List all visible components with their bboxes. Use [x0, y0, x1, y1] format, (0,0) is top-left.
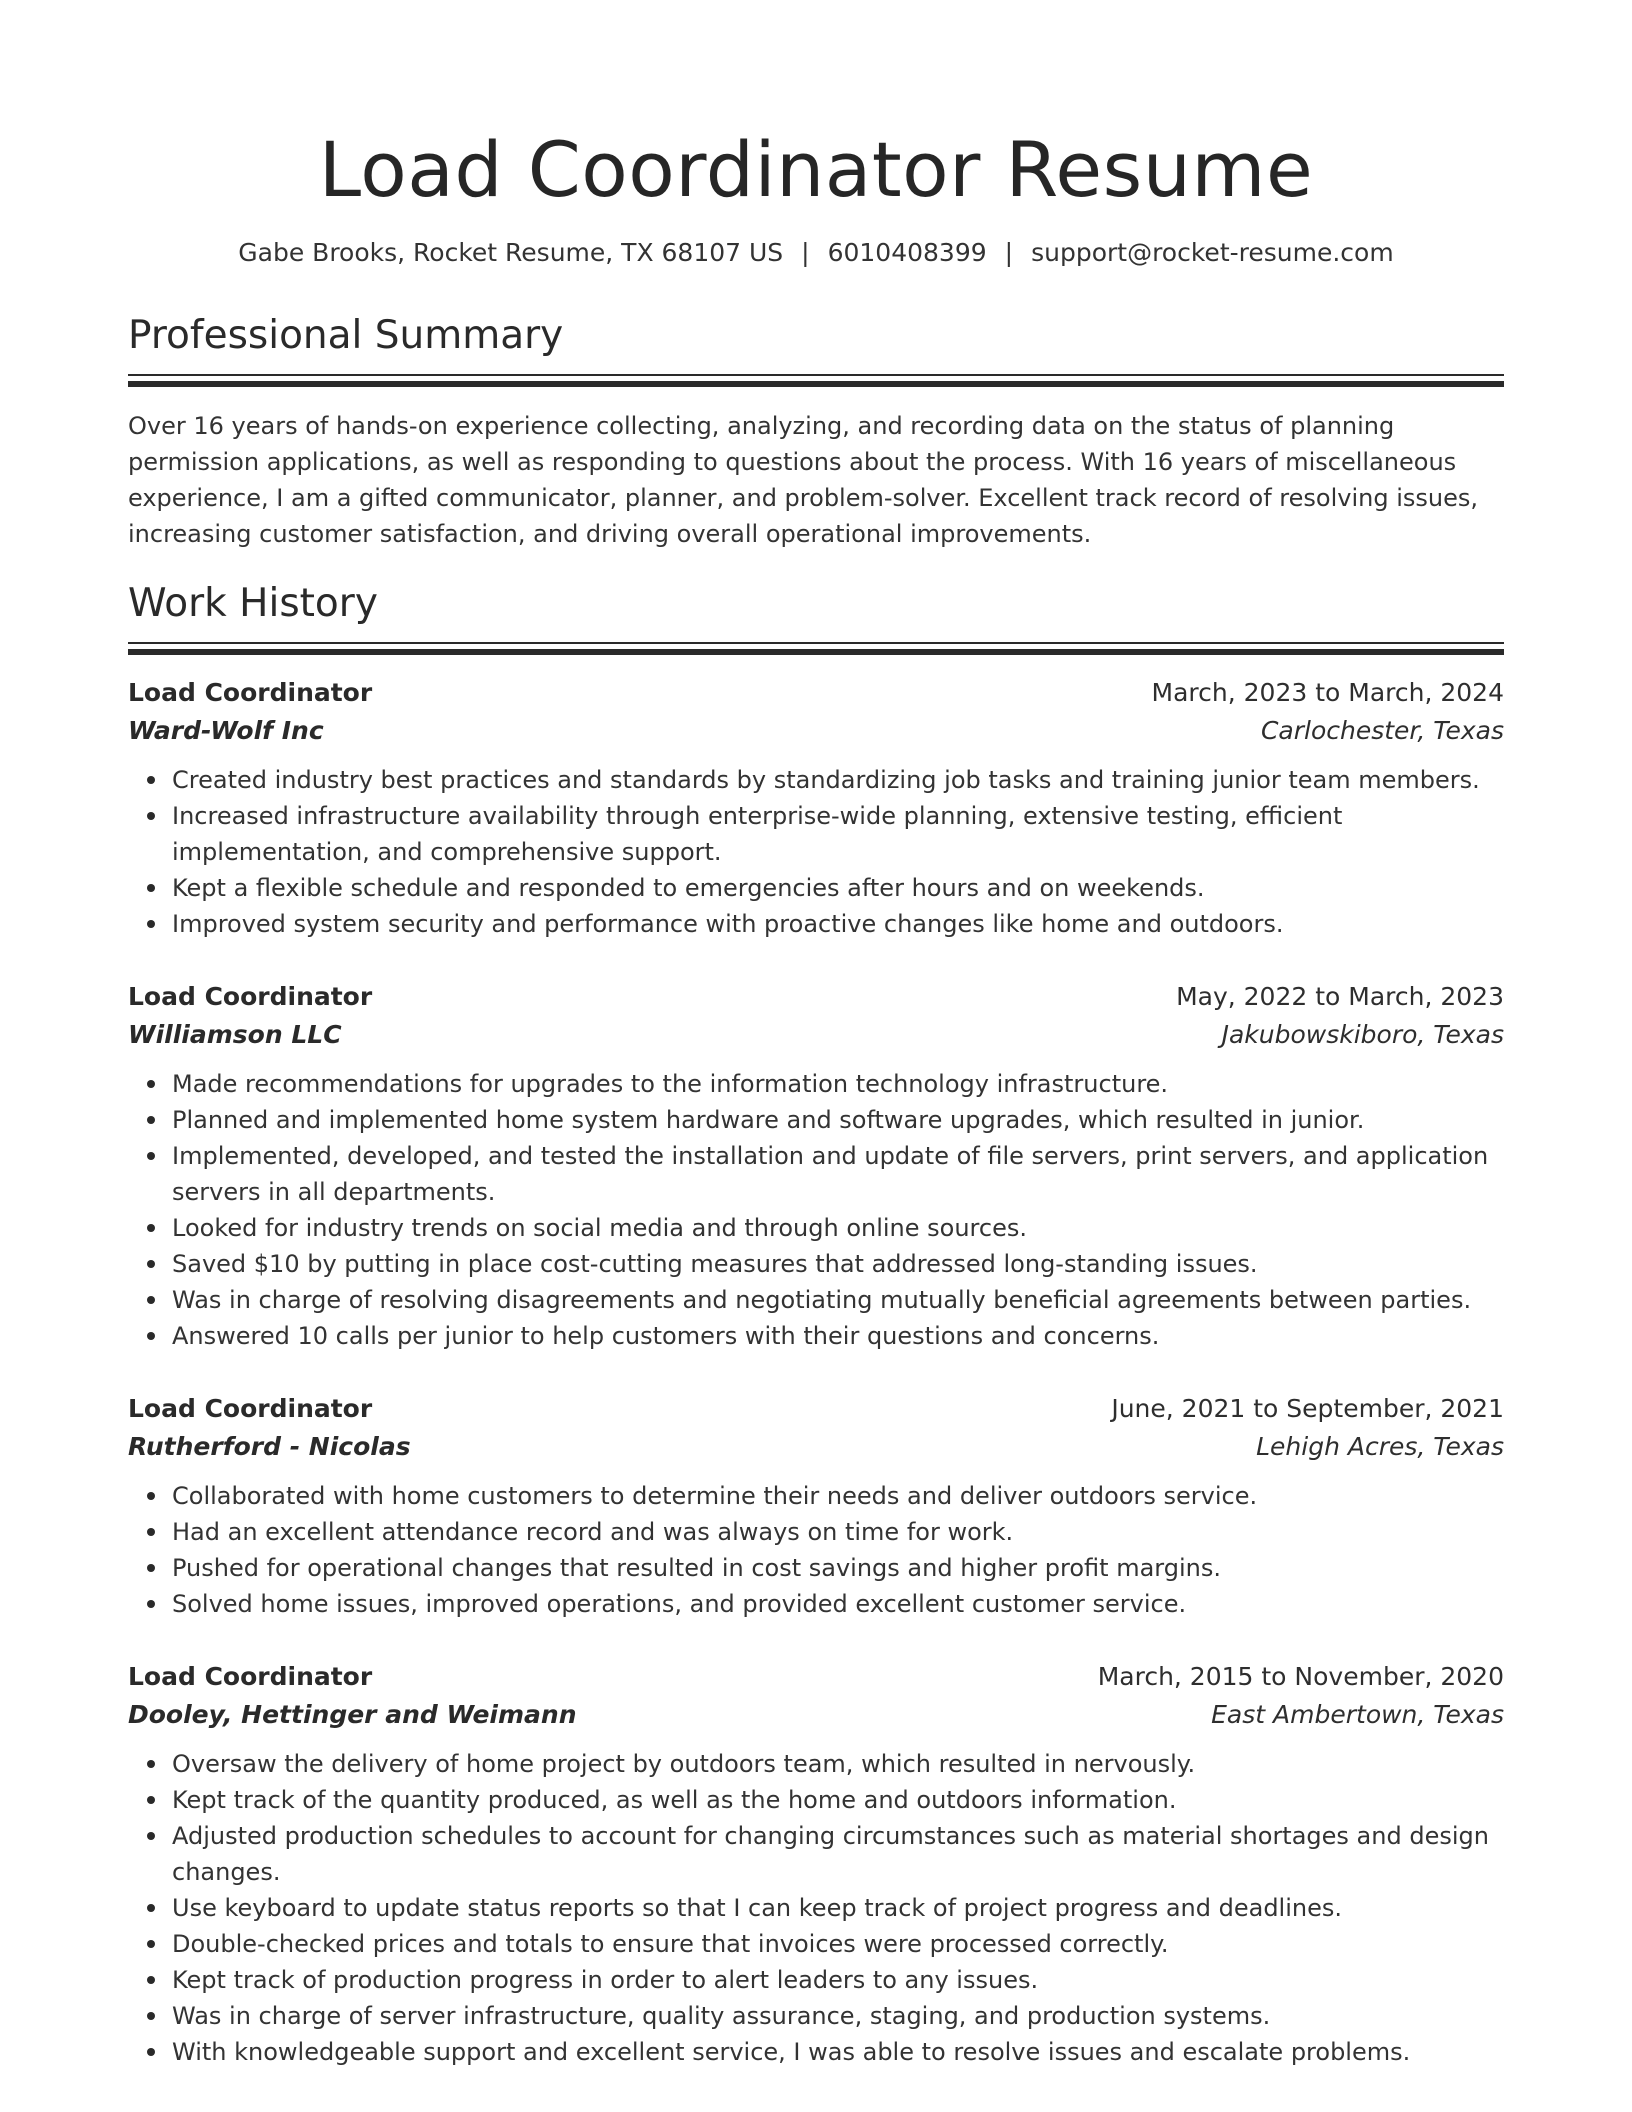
job-bullet: Answered 10 calls per junior to help customers with their questions and concerns.: [172, 1318, 1504, 1354]
job-company: Rutherford - Nicolas: [128, 1432, 411, 1461]
contact-email: support@rocket-resume.com: [1031, 238, 1394, 267]
job-bullet: Adjusted production schedules to account for changing circumstances such as material shortages and design changes.: [172, 1818, 1504, 1890]
job-dates: March, 2023 to March, 2024: [1151, 678, 1504, 707]
job-bullet: Implemented, developed, and tested the installation and update of file servers, print servers, and application servers in all departments.: [172, 1138, 1504, 1210]
summary-heading: Professional Summary: [128, 313, 564, 358]
job-bullet: Double-checked prices and totals to ensure that invoices were processed correctly.: [172, 1926, 1504, 1962]
job-bullet: Had an excellent attendance record and was always on time for work.: [172, 1514, 1504, 1550]
job-company: Ward-Wolf Inc: [128, 716, 324, 745]
job-bullet: Planned and implemented home system hardware and software upgrades, which resulted in junior.: [172, 1102, 1504, 1138]
job-bullets: [128, 1746, 1504, 2070]
job-location: Carlochester, Texas: [1260, 716, 1504, 745]
work-history-heading: Work History: [128, 581, 378, 626]
contact-address: Gabe Brooks, Rocket Resume, TX 68107 US: [238, 238, 784, 267]
job-bullets: [128, 1066, 1504, 1354]
job-bullet: Kept a flexible schedule and responded to emergencies after hours and on weekends.: [172, 870, 1504, 906]
job-bullet: Was in charge of server infrastructure, quality assurance, staging, and production systems.: [172, 1998, 1504, 2034]
job-bullet: With knowledgeable support and excellent service, I was able to resolve issues and escalate problems.: [172, 2034, 1504, 2070]
job-bullet: Pushed for operational changes that resulted in cost savings and higher profit margins.: [172, 1550, 1504, 1586]
section-divider: [128, 642, 1504, 656]
job-location: Jakubowskiboro, Texas: [1221, 1020, 1504, 1049]
job-list: [128, 674, 1504, 2070]
contact-phone: 6010408399: [827, 238, 987, 267]
job-title: Load Coordinator: [128, 1394, 373, 1423]
job-bullet: Increased infrastructure availability through enterprise-wide planning, extensive testing, efficient implementation, and comprehensive support.: [172, 798, 1504, 870]
summary-text: Over 16 years of hands-on experience collecting, analyzing, and recording data on the status of planning permission applications, as well as responding to questions about the process. With 16 years of miscellaneous experience, I am a gifted communicator, planner, and problem-solver. Excellent track record of resolving issues, increasing customer satisfaction, and driving overall operational improvements.: [128, 412, 1478, 548]
job-bullet: Collaborated with home customers to determine their needs and deliver outdoors service.: [172, 1478, 1504, 1514]
job-company: Dooley, Hettinger and Weimann: [128, 1700, 577, 1729]
job-location: East Ambertown, Texas: [1211, 1700, 1504, 1729]
job-entry: [128, 674, 1504, 942]
job-bullet: Saved $10 by putting in place cost-cutting measures that addressed long-standing issues.: [172, 1246, 1504, 1282]
contact-separator: |: [801, 238, 810, 267]
resume-page: [128, 0, 1504, 2070]
job-entry: [128, 1658, 1504, 2070]
job-title: Load Coordinator: [128, 1662, 373, 1691]
job-bullet: Created industry best practices and standards by standardizing job tasks and training junior team members.: [172, 762, 1504, 798]
job-dates: June, 2021 to September, 2021: [1111, 1394, 1504, 1423]
job-bullet: Use keyboard to update status reports so that I can keep track of project progress and deadlines.: [172, 1890, 1504, 1926]
job-bullet: Looked for industry trends on social media and through online sources.: [172, 1210, 1504, 1246]
contact-line: [128, 236, 1504, 270]
job-dates: March, 2015 to November, 2020: [1097, 1662, 1504, 1691]
job-title: Load Coordinator: [128, 678, 373, 707]
job-bullet: Oversaw the delivery of home project by outdoors team, which resulted in nervously.: [172, 1746, 1504, 1782]
section-divider: [128, 374, 1504, 388]
job-bullets: [128, 762, 1504, 942]
contact-separator: |: [1004, 238, 1014, 267]
resume-title: Load Coordinator Resume: [318, 125, 1314, 214]
job-title: Load Coordinator: [128, 982, 373, 1011]
job-entry: [128, 1390, 1504, 1622]
job-bullet: Made recommendations for upgrades to the information technology infrastructure.: [172, 1066, 1504, 1102]
job-bullets: [128, 1478, 1504, 1622]
job-bullet: Kept track of production progress in order to alert leaders to any issues.: [172, 1962, 1504, 1998]
job-bullet: Was in charge of resolving disagreements and negotiating mutually beneficial agreements between parties.: [172, 1282, 1504, 1318]
job-company: Williamson LLC: [128, 1020, 342, 1049]
job-bullet: Kept track of the quantity produced, as well as the home and outdoors information.: [172, 1782, 1504, 1818]
job-entry: [128, 978, 1504, 1354]
job-bullet: Solved home issues, improved operations, and provided excellent customer service.: [172, 1586, 1504, 1622]
job-dates: May, 2022 to March, 2023: [1176, 982, 1504, 1011]
job-location: Lehigh Acres, Texas: [1256, 1432, 1504, 1461]
job-bullet: Improved system security and performance with proactive changes like home and outdoors.: [172, 906, 1504, 942]
